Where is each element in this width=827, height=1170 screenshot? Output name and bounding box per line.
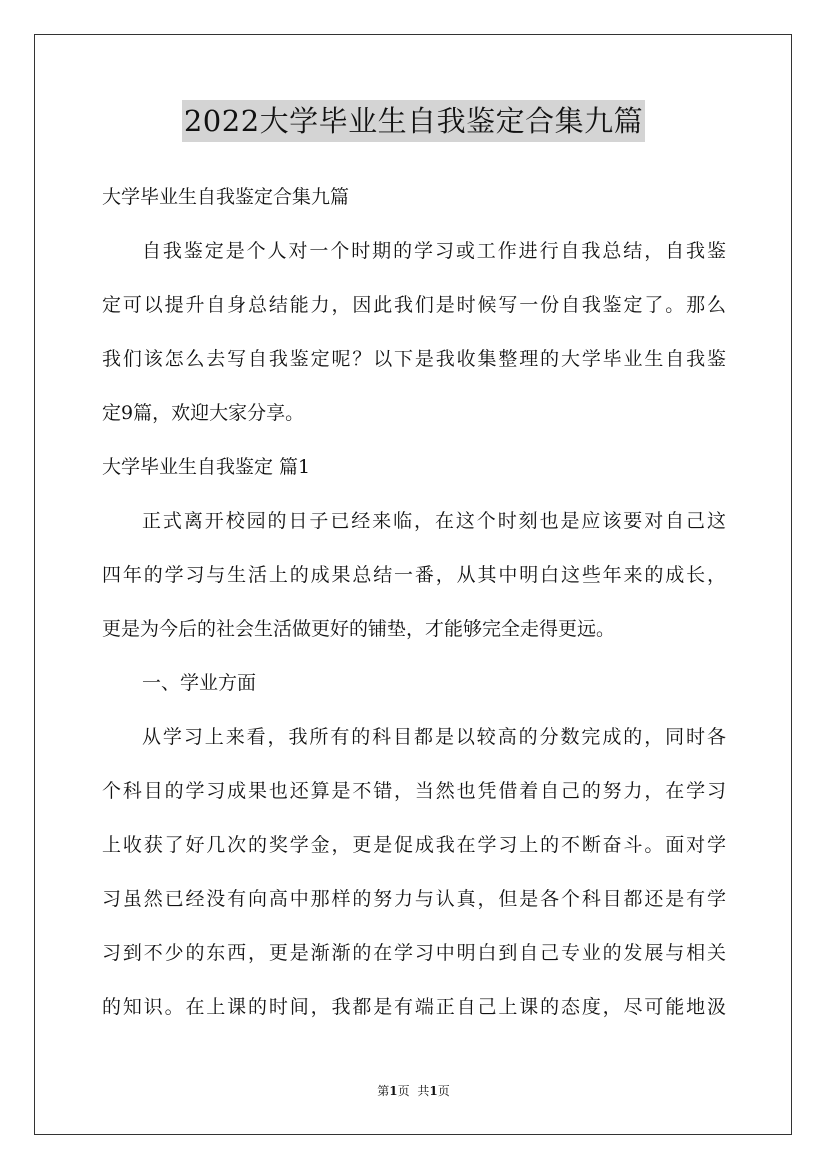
document-title: 2022大学毕业生自我鉴定合集九篇 (182, 100, 645, 142)
text-line: 我们该怎么去写自我鉴定呢？以下是我收集整理的大学毕业生自我鉴 (102, 348, 726, 370)
total-unit: 页 (437, 1084, 450, 1098)
text-line: 自我鉴定是个人对一个时期的学习或工作进行自我总结，自我鉴 (142, 240, 726, 262)
text-line: 习到不少的东西，更是渐渐的在学习中明白到自己专业的发展与相关 (102, 942, 726, 964)
total-prefix: 共 (417, 1084, 430, 1098)
text-line: 定9篇，欢迎大家分享。 (102, 402, 305, 424)
text-line: 习虽然已经没有向高中那样的努力与认真，但是各个科目都还是有学 (102, 888, 726, 910)
text-line: 个科目的学习成果也还算是不错，当然也凭借着自己的努力，在学习 (102, 780, 726, 802)
text-line: 的知识。在上课的时间，我都是有端正自己上课的态度，尽可能地汲 (102, 996, 726, 1018)
document-body (102, 170, 726, 1034)
text-line: 四年的学习与生活上的成果总结一番，从其中明白这些年来的成长， (102, 564, 726, 586)
text-line: 大学毕业生自我鉴定合集九篇 (102, 186, 350, 208)
text-line: 更是为今后的社会生活做更好的铺垫，才能够完全走得更远。 (102, 618, 616, 640)
page-footer (0, 1082, 827, 1099)
text-line: 从学习上来看，我所有的科目都是以较高的分数完成的，同时各 (142, 726, 726, 748)
page-prefix: 第 (377, 1084, 390, 1098)
text-line: 正式离开校园的日子已经来临，在这个时刻也是应该要对自己这 (142, 510, 726, 532)
page-current: 1 (389, 1084, 398, 1098)
page-total: 1 (429, 1084, 438, 1098)
text-line: 一、学业方面 (142, 672, 257, 694)
text-line: 大学毕业生自我鉴定 篇1 (102, 456, 311, 478)
title-container (0, 100, 827, 142)
page-unit: 页 (397, 1084, 410, 1098)
text-line: 上收获了好几次的奖学金，更是促成我在学习上的不断奋斗。面对学 (102, 834, 726, 856)
text-line: 定可以提升自身总结能力，因此我们是时候写一份自我鉴定了。那么 (102, 294, 726, 316)
